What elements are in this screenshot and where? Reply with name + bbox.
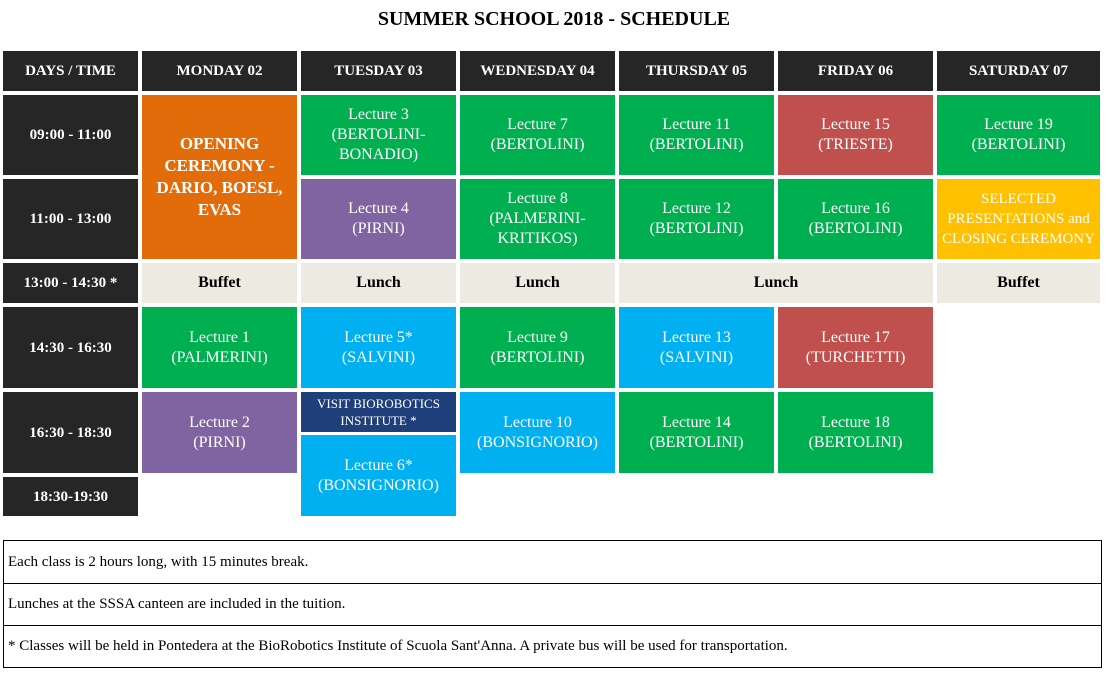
session-lecture-8: Lecture 8 (PALMERINI-KRITIKOS) [460,179,615,259]
header-corner: DAYS / TIME [3,51,138,91]
header-day-friday: FRIDAY 06 [778,51,933,91]
session-lecture-16: Lecture 16 (BERTOLINI) [778,179,933,259]
session-lecture-5: Lecture 5* (SALVINI) [301,307,456,388]
session-closing-ceremony: SELECTED PRESENTATIONS and CLOSING CEREMONY [937,179,1100,259]
session-opening-ceremony: OPENING CEREMONY - DARIO, BOESL, EVAS [142,95,297,259]
session-lecture-17: Lecture 17 (TURCHETTI) [778,307,933,388]
break-tuesday: Lunch [301,263,456,303]
session-lecture-1: Lecture 1 (PALMERINI) [142,307,297,388]
session-lecture-10: Lecture 10 (BONSIGNORIO) [460,392,615,473]
session-lecture-11: Lecture 11 (BERTOLINI) [619,95,774,175]
session-lecture-15: Lecture 15 (TRIESTE) [778,95,933,175]
note-pontedera: * Classes will be held in Pontedera at the BioRobotics Institute of Scuola Sant'Anna. A private bus will be used for transportation. [4,625,1101,667]
session-lecture-19: Lecture 19 (BERTOLINI) [937,95,1100,175]
break-thursday-friday: Lunch [619,263,933,303]
time-slot-1300: 13:00 - 14:30 * [3,263,138,303]
header-day-thursday: THURSDAY 05 [619,51,774,91]
page-title: SUMMER SCHOOL 2018 - SCHEDULE [377,8,731,30]
break-monday: Buffet [142,263,297,303]
header-day-monday: MONDAY 02 [142,51,297,91]
session-lecture-2: Lecture 2 (PIRNI) [142,392,297,473]
session-lecture-6: Lecture 6* (BONSIGNORIO) [301,435,456,516]
note-class-duration: Each class is 2 hours long, with 15 minutes break. [8,553,309,570]
session-lecture-4: Lecture 4 (PIRNI) [301,179,456,259]
session-visit-biorobotics: VISIT BIOROBOTICS INSTITUTE * [301,392,456,432]
session-lecture-13: Lecture 13 (SALVINI) [619,307,774,388]
time-slot-1100: 11:00 - 13:00 [3,179,138,259]
time-slot-1430: 14:30 - 16:30 [3,307,138,388]
session-lecture-7: Lecture 7 (BERTOLINI) [460,95,615,175]
header-day-wednesday: WEDNESDAY 04 [460,51,615,91]
session-lecture-18: Lecture 18 (BERTOLINI) [778,392,933,473]
break-saturday: Buffet [937,263,1100,303]
header-day-saturday: SATURDAY 07 [937,51,1100,91]
time-slot-0900: 09:00 - 11:00 [3,95,138,175]
time-slot-1630: 16:30 - 18:30 [3,392,138,473]
session-lecture-9: Lecture 9 (BERTOLINI) [460,307,615,388]
session-lecture-14: Lecture 14 (BERTOLINI) [619,392,774,473]
time-slot-1830: 18:30-19:30 [3,477,138,516]
break-wednesday: Lunch [460,263,615,303]
session-lecture-12: Lecture 12 (BERTOLINI) [619,179,774,259]
header-day-tuesday: TUESDAY 03 [301,51,456,91]
notes-table [3,540,1102,668]
session-lecture-3: Lecture 3 (BERTOLINI-BONADIO) [301,95,456,175]
note-lunch: Lunches at the SSSA canteen are included in the tuition. [4,583,1101,625]
